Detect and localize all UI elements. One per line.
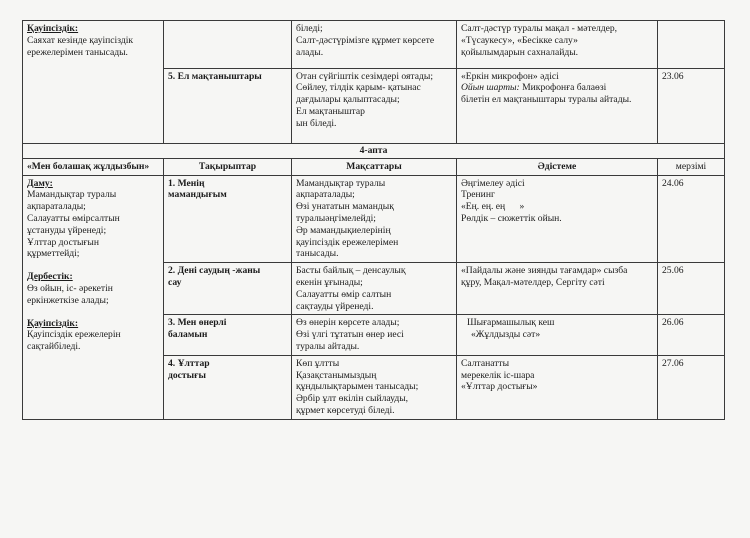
goals-cell xyxy=(292,175,457,263)
topic-cell xyxy=(164,263,292,315)
method-cell xyxy=(457,175,658,263)
goals-cell xyxy=(292,263,457,315)
method-line: Салт-дәстүр туралы мақал - мәтелдер, xyxy=(461,23,618,34)
topic-cell xyxy=(164,315,292,355)
dev-title: Даму: xyxy=(27,177,53,189)
safety-title: Қауіпсіздік: xyxy=(27,317,79,329)
topic-line: баламын xyxy=(168,329,208,341)
topic-cell xyxy=(164,355,292,419)
method-line: Салтанатты xyxy=(461,357,510,369)
goal-line: құрмет көрсетуді біледі. xyxy=(296,404,395,416)
topic-line: 4. Ұлттар xyxy=(168,357,210,369)
date-cell: 24.06 xyxy=(658,175,725,263)
outcome-line: Салауатты өмірсалтын xyxy=(27,212,120,224)
outcome-line: еркінжеткізе алады; xyxy=(27,294,109,306)
table-row xyxy=(23,144,725,159)
goal-line: құндылықтарымен танысады; xyxy=(296,381,419,393)
goal-line: Қазақстанымыздың xyxy=(296,369,377,381)
goal-line: Әрбір ұлт өкілін сыйлауды, xyxy=(296,393,409,405)
method-line: «Пайдалы және зиянды тағамдар» сызба xyxy=(461,265,628,277)
method-cell-cont xyxy=(457,21,658,69)
outcomes-cell xyxy=(23,175,164,419)
game-rule-text: Микрофонға балаөзі xyxy=(522,82,607,94)
goal-line: ақпараталады; xyxy=(296,189,355,201)
goal-line: Көп ұлтты xyxy=(296,357,340,369)
method-cell xyxy=(457,68,658,143)
topic-line: мамандығым xyxy=(168,189,227,201)
goal-line: Салт-дәстүрімізге құрмет көрсете алады. xyxy=(296,34,435,58)
topic-cell-empty xyxy=(164,21,292,69)
goal-line: сақтауды үйренеді. xyxy=(296,300,374,312)
table-row xyxy=(23,175,725,263)
date-cell: 27.06 xyxy=(658,355,725,419)
outcome-line: Өз ойын, іс- әрекетін xyxy=(27,282,113,294)
topic-line: достығы xyxy=(168,369,206,381)
header-theme: «Мен болашақ жұлдызбын» xyxy=(23,158,164,175)
method-cell xyxy=(457,315,658,355)
table-header-row xyxy=(23,158,725,175)
goal-line: Сөйлеу, тілдік қарым- қатынас дағдылары қалыптасады; xyxy=(296,82,421,106)
week-label: 4-апта xyxy=(23,144,725,159)
goals-cell xyxy=(292,355,457,419)
header-date: мерзімі xyxy=(658,158,725,175)
outcome-line: ұстануды үйренеді; xyxy=(27,224,107,236)
method-line: білетін ел мақтаныштары туралы айтады. xyxy=(461,94,632,106)
method-line: Тренинг xyxy=(461,189,495,201)
topic-cell xyxy=(164,175,292,263)
date-cell-empty xyxy=(658,21,725,69)
goal-line: Басты байлық – денсаулық xyxy=(296,265,406,277)
topic-cell: 5. Ел мақтаныштары xyxy=(164,68,292,143)
goal-line: біледі; xyxy=(296,23,323,34)
method-line: «Еркін микрофон» әдісі xyxy=(461,70,559,82)
method-cell xyxy=(457,263,658,315)
goal-line: Өзі унататын мамандық xyxy=(296,201,394,213)
goals-cell xyxy=(292,68,457,143)
safety-text: Саяхат кезінде қауіпсіздік ережелерімен танысады. xyxy=(27,34,134,58)
goal-line: қауіпсіздік ережелерімен xyxy=(296,236,399,248)
table-row xyxy=(23,21,725,69)
topic-line: 1. Менің xyxy=(168,177,205,189)
goal-line: туралыәңгімелейді; xyxy=(296,212,376,224)
method-line: «Ең. ең. ең » xyxy=(461,201,525,213)
goals-cell xyxy=(292,315,457,355)
date-cell: 26.06 xyxy=(658,315,725,355)
spacer xyxy=(27,307,159,318)
goal-line: Мамандықтар туралы xyxy=(296,177,386,189)
method-line: мерекелік іс-шара xyxy=(461,369,535,381)
method-line: Әңгімелеу әдісі xyxy=(461,177,525,189)
method-cell xyxy=(457,355,658,419)
safety-cell-top xyxy=(23,21,164,144)
goal-line: туралы айтады. xyxy=(296,340,360,352)
method-line xyxy=(461,82,653,94)
header-topics: Тақырыптар xyxy=(164,158,292,175)
outcome-line: Қауіпсіздік ережелерін xyxy=(27,329,121,341)
spacer xyxy=(27,260,159,271)
outcome-line: құрметтейді; xyxy=(27,248,80,260)
outcome-line: Мамандықтар туралы xyxy=(27,189,117,201)
goal-line: екенін ұғынады; xyxy=(296,276,363,288)
goals-cell-cont xyxy=(292,21,457,69)
method-line: құру, Мақал-мәтелдер, Сергіту сәті xyxy=(461,276,605,288)
goal-line: ын біледі. xyxy=(296,117,337,129)
plan-table xyxy=(22,20,725,420)
goal-line: танысады. xyxy=(296,248,339,260)
method-line: Шығармашылық кеш xyxy=(467,317,555,329)
outcome-line: сақтайбіледі. xyxy=(27,341,81,353)
safety-title: Қауіпсіздік: xyxy=(27,23,79,34)
method-line: Рөлдік – сюжеттік ойын. xyxy=(461,212,562,224)
header-goals: Мақсаттары xyxy=(292,158,457,175)
goal-line: Отан сүйгіштік сезімдері оятады; xyxy=(296,70,433,82)
topic-line: 3. Мен өнерлі xyxy=(168,317,227,329)
date-cell: 23.06 xyxy=(658,68,725,143)
outcome-line: Ұлттар достығын xyxy=(27,236,100,248)
game-rule-label: Ойын шарты: xyxy=(461,82,520,94)
topic-line: 2. Дені саудың -жаны xyxy=(168,265,261,277)
method-line: «Ұлттар достығы» xyxy=(461,381,538,393)
method-line: «Жұлдызды сәт» xyxy=(471,329,541,341)
method-line: «Түсаукесу», «Бесікке салу» xyxy=(461,34,578,46)
independence-title: Дербестік: xyxy=(27,271,73,283)
goal-line: Салауатты өмір салтын xyxy=(296,288,392,300)
outcome-line: ақпараталады; xyxy=(27,201,86,213)
goal-line: Өзі үлгі тұтатын өнер иесі xyxy=(296,329,404,341)
goal-line: Өз өнерін көрсете алады; xyxy=(296,317,400,329)
date-cell: 25.06 xyxy=(658,263,725,315)
method-line: қойылымдарын сахналайды. xyxy=(461,46,579,58)
header-method: Әдістеме xyxy=(457,158,658,175)
goal-line: Ел мақтаныштар xyxy=(296,105,365,117)
goal-line: Әр мамандықиелерінің xyxy=(296,224,391,236)
topic-line: сау xyxy=(168,276,182,288)
